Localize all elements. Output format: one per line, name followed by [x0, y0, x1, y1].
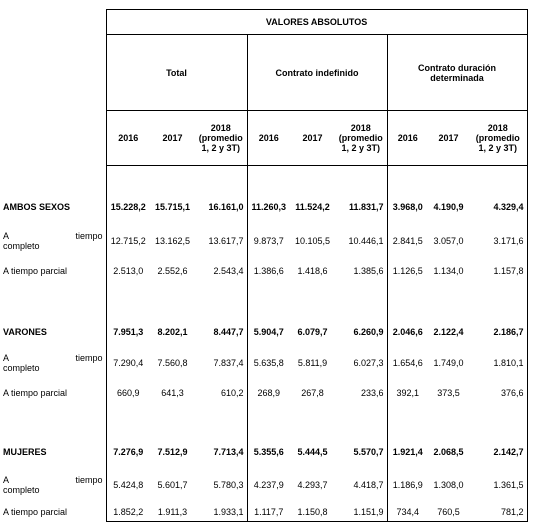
table-cell: 1.126,5 [392, 266, 423, 276]
table-cell: 1.308,0 [433, 479, 464, 490]
table-cell: 7.713,4 [195, 437, 247, 467]
table-cell: 2.841,5 [392, 235, 423, 246]
statistics-table [0, 9, 528, 522]
table-cell: 3.057,0 [433, 235, 464, 246]
group-header-total: Total [106, 35, 247, 111]
table-cell: 1.921,4 [392, 446, 423, 457]
table-cell: 13.617,7 [195, 224, 247, 258]
table-cell: 9.873,7 [253, 235, 284, 246]
table-cell: 5.780,3 [195, 467, 247, 503]
table-cell: 7.837,4 [195, 346, 247, 380]
year-header: 2017 [150, 111, 195, 166]
table-cell: 268,9 [257, 388, 281, 398]
table-cell: 7.290,4 [106, 346, 150, 380]
table-cell: 1.810,1 [469, 346, 527, 380]
table-cell: 2.046,6 [392, 326, 423, 337]
table-cell: 1.151,9 [335, 503, 387, 522]
table-cell: 5.904,7 [253, 326, 284, 337]
row-label: A tiempo parcial [3, 388, 68, 398]
table-cell: 11.831,7 [335, 190, 387, 224]
table-cell: 1.654,6 [392, 357, 423, 368]
table-cell: 15.715,1 [154, 201, 191, 212]
table-cell: 1.134,0 [433, 266, 464, 276]
table-cell: 10.446,1 [335, 224, 387, 258]
table-cell: 660,9 [106, 380, 150, 407]
table-cell: 1.933,1 [195, 503, 247, 522]
table-cell: 1.418,6 [297, 266, 328, 276]
table-cell: 1.117,7 [247, 503, 290, 522]
table-cell: 4.237,9 [253, 479, 284, 490]
row-label: MUJERES [3, 446, 47, 457]
table-cell: 15.228,2 [106, 190, 150, 224]
table-cell: 6.079,7 [297, 326, 328, 337]
table-cell: 5.570,7 [335, 437, 387, 467]
row-label: A tiempo parcial [3, 507, 68, 517]
table-row [0, 467, 527, 503]
table-cell: 5.424,8 [106, 467, 150, 503]
row-label: A tiempo completo [3, 352, 103, 373]
table-cell: 373,5 [437, 388, 460, 398]
table-cell: 8.202,1 [157, 326, 188, 337]
table-cell: 3.171,6 [469, 224, 527, 258]
table-row [0, 380, 527, 407]
table-row [0, 437, 527, 467]
corner-cell [0, 10, 106, 35]
table-cell: 7.560,8 [157, 357, 188, 368]
table-cell: 7.276,9 [106, 437, 150, 467]
table-cell: 1.157,8 [469, 258, 527, 285]
table-cell: 11.260,3 [251, 201, 287, 212]
table-cell: 5.601,7 [157, 479, 188, 490]
table-cell: 2.513,0 [106, 258, 150, 285]
table-cell: 1.749,0 [433, 357, 464, 368]
table-row [0, 258, 527, 285]
table-cell: 1.852,2 [106, 503, 150, 522]
year-header: 2017 [290, 111, 335, 166]
year-header: 2018 (promedio 1, 2 y 3T) [469, 111, 527, 166]
table-cell: 4.293,7 [297, 479, 328, 490]
year-header: 2016 [106, 111, 150, 166]
table-cell: 2.186,7 [469, 318, 527, 346]
super-header: VALORES ABSOLUTOS [106, 10, 527, 35]
table-cell: 781,2 [469, 503, 527, 522]
table-cell: 8.447,7 [195, 318, 247, 346]
group-header-determinada: Contrato duración determinada [387, 35, 527, 111]
year-header: 2016 [387, 111, 428, 166]
year-header: 2016 [247, 111, 290, 166]
row-label: A tiempo parcial [3, 266, 68, 276]
table-cell: 4.329,4 [469, 190, 527, 224]
table-row [0, 346, 527, 380]
row-label: A tiempo completo [3, 230, 103, 251]
year-header: 2017 [428, 111, 469, 166]
group-header-indefinido: Contrato indefinido [247, 35, 387, 111]
table-cell: 16.161,0 [195, 190, 247, 224]
table-cell: 5.811,9 [297, 357, 328, 368]
table-cell: 641,3 [161, 388, 184, 398]
table-cell: 1.361,5 [469, 467, 527, 503]
table-row [0, 503, 527, 522]
year-header: 2018 (promedio 1, 2 y 3T) [335, 111, 387, 166]
table-cell: 7.951,3 [106, 318, 150, 346]
table-cell: 267,8 [301, 388, 324, 398]
table-cell: 6.260,9 [335, 318, 387, 346]
table-cell: 2.142,7 [469, 437, 527, 467]
table-cell: 392,1 [396, 388, 420, 398]
table-cell: 1.186,9 [392, 479, 423, 490]
row-label: VARONES [3, 326, 47, 337]
table-cell: 376,6 [469, 380, 527, 407]
table-cell: 1.386,6 [253, 266, 284, 276]
table-cell: 7.512,9 [157, 446, 188, 457]
table-row [0, 318, 527, 346]
table-cell: 6.027,3 [335, 346, 387, 380]
row-label: A tiempo completo [3, 474, 103, 495]
table-cell: 5.444,5 [297, 446, 328, 457]
table-cell: 10.105,5 [294, 235, 331, 246]
table-cell: 3.968,0 [392, 201, 423, 212]
table-cell: 5.635,8 [253, 357, 284, 368]
table-cell: 5.355,6 [253, 446, 284, 457]
table-cell: 760,5 [428, 503, 469, 522]
table-cell: 734,4 [387, 503, 428, 522]
table-row [0, 224, 527, 258]
table-cell: 12.715,2 [106, 224, 150, 258]
table-cell: 11.524,2 [295, 201, 330, 212]
table-cell: 1.150,8 [290, 503, 335, 522]
table-cell: 2.543,4 [195, 258, 247, 285]
year-header: 2018 (promedio 1, 2 y 3T) [195, 111, 247, 166]
table-cell: 13.162,5 [154, 235, 191, 246]
table-cell: 1.911,3 [150, 503, 195, 522]
table-cell: 2.068,5 [433, 446, 464, 457]
table-cell: 2.552,6 [157, 266, 188, 276]
row-label: AMBOS SEXOS [3, 201, 71, 212]
table-cell: 2.122,4 [433, 326, 464, 337]
table-cell: 233,6 [335, 380, 387, 407]
table-cell: 610,2 [195, 380, 247, 407]
table-cell: 4.190,9 [433, 201, 464, 212]
table-row [0, 190, 527, 224]
table-cell: 4.418,7 [335, 467, 387, 503]
table-cell: 1.385,6 [335, 258, 387, 285]
